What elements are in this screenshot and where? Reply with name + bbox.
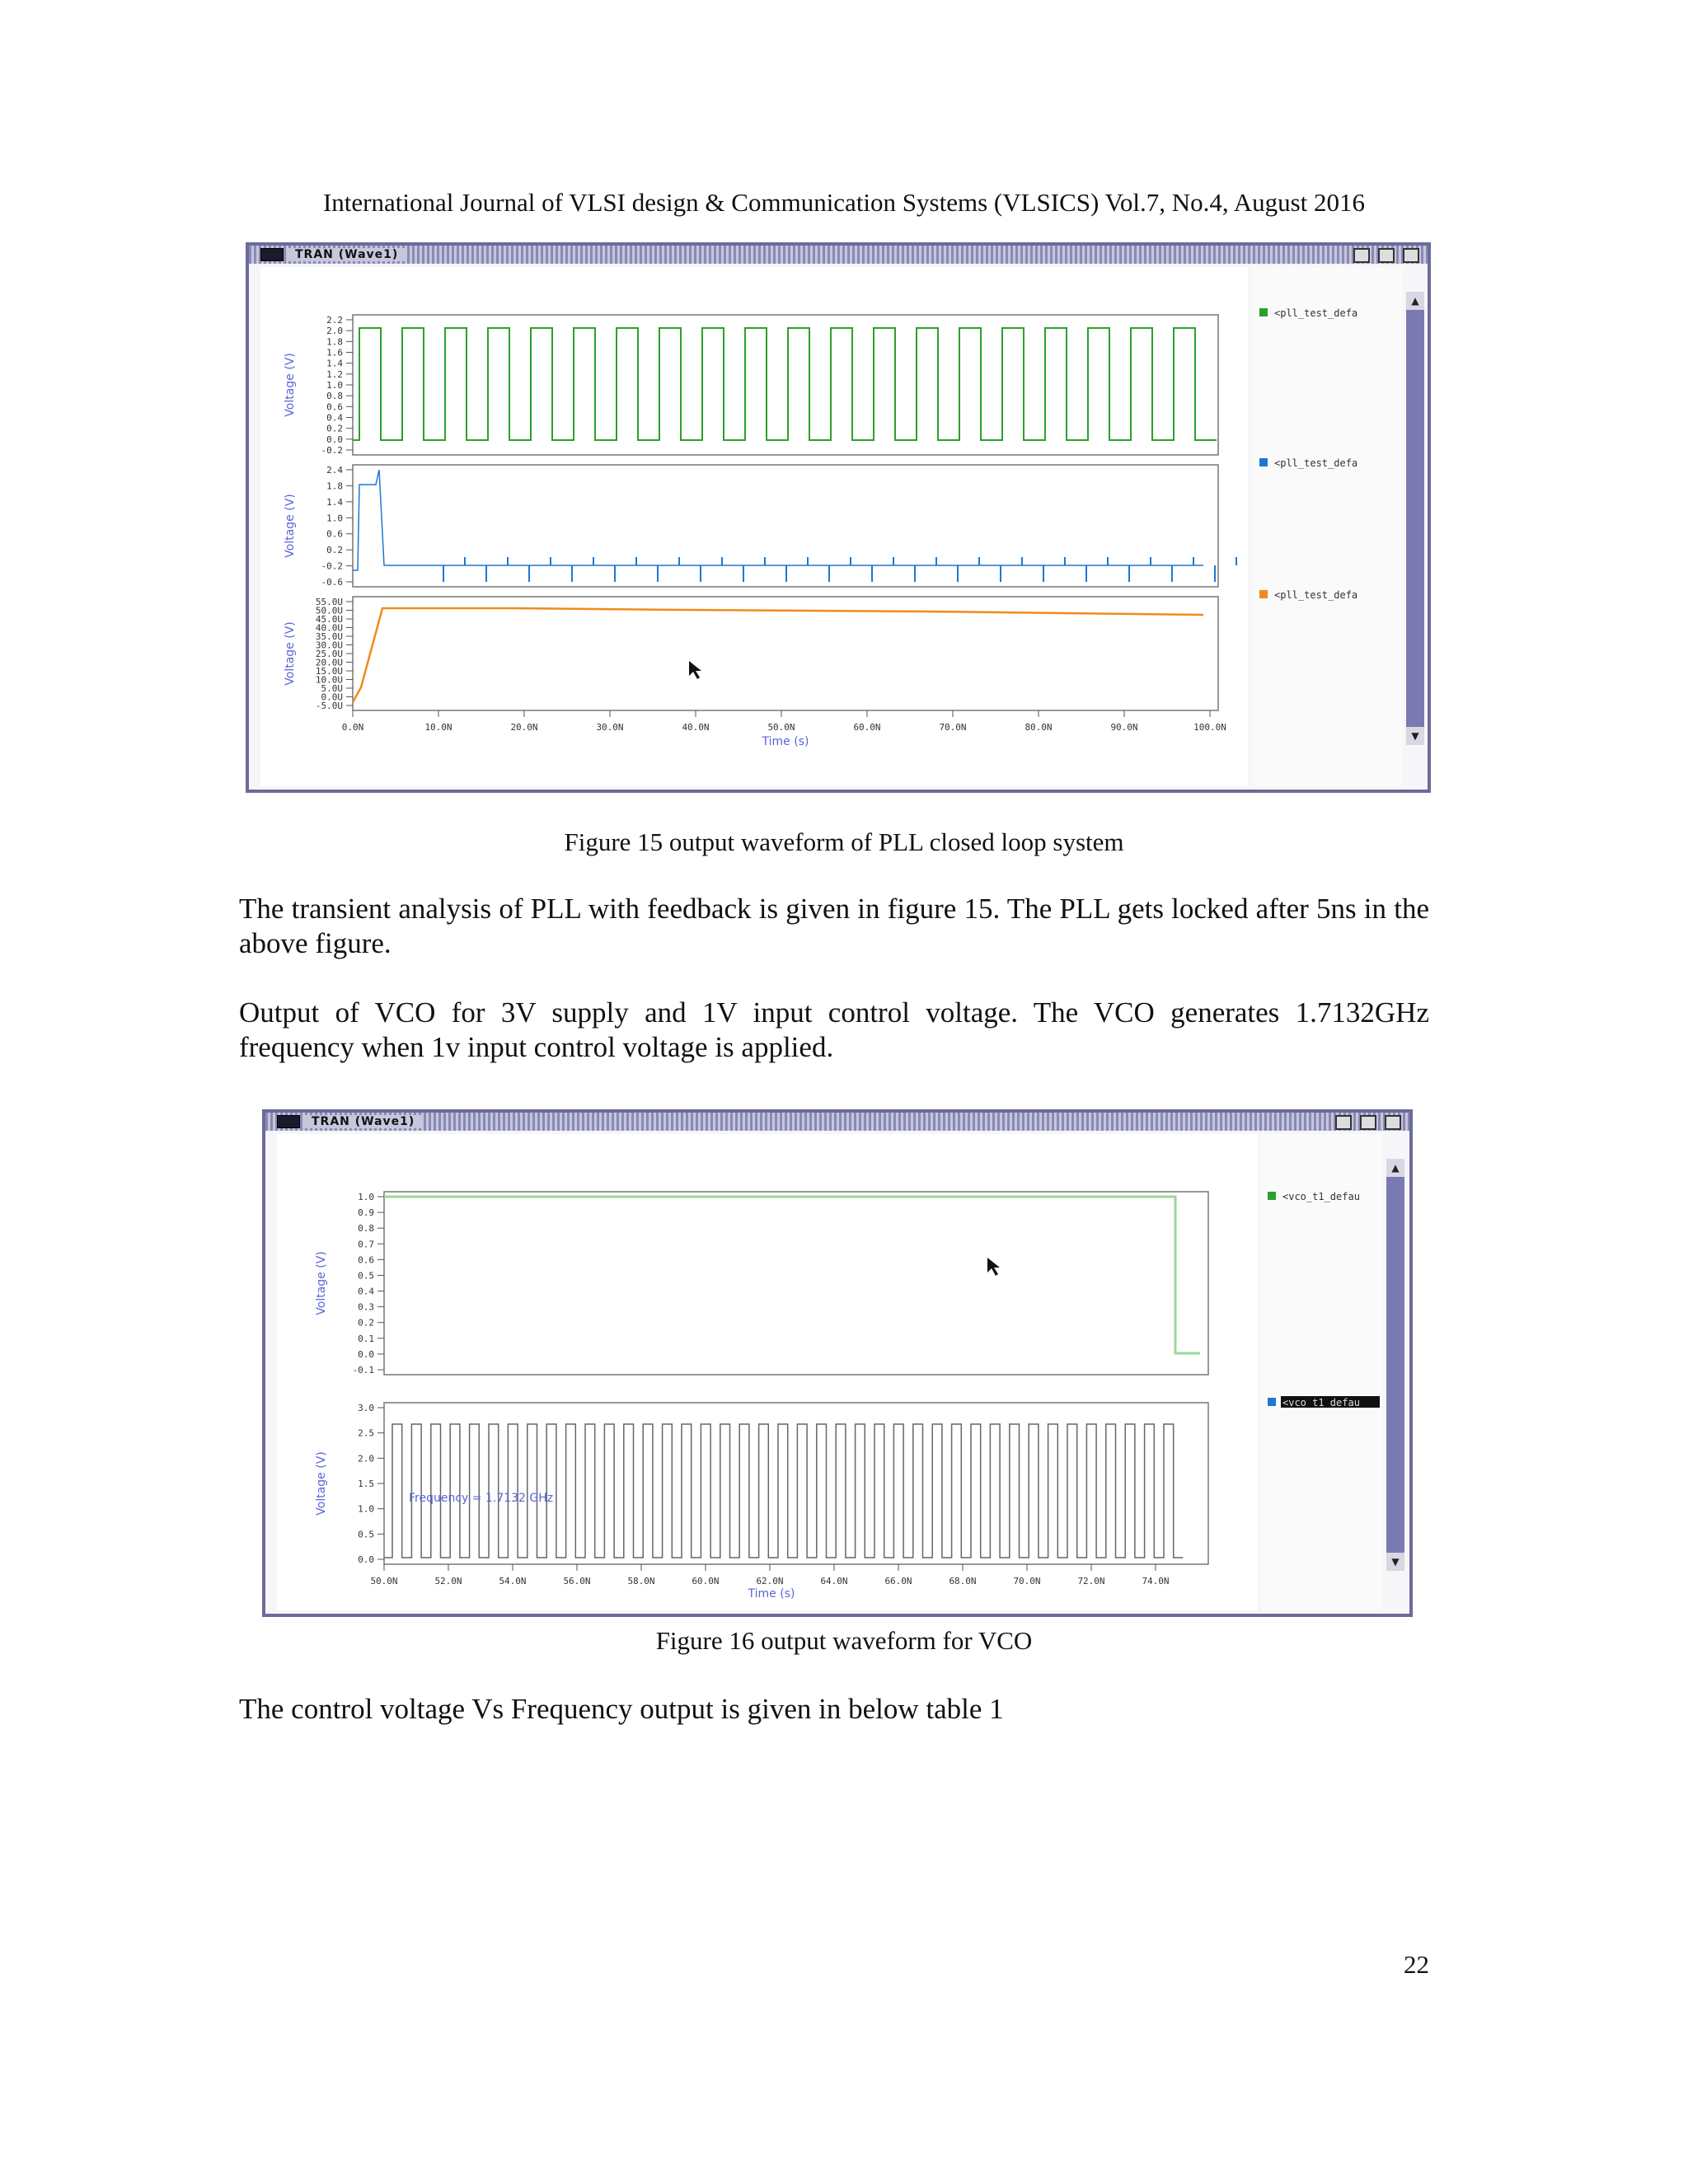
scroll-down-icon[interactable]: ▼ bbox=[1386, 1553, 1404, 1571]
fig15-panel2-ytick-label: -0.6 bbox=[321, 577, 343, 588]
fig16-xtick-label: 62.0N bbox=[756, 1576, 784, 1586]
fig16-xtick-label: 74.0N bbox=[1142, 1576, 1170, 1586]
figure16-window-title: TRAN (Wave1) bbox=[305, 1115, 421, 1128]
fig15-panel3-ytick-label: 30.0U bbox=[315, 640, 343, 651]
figure15-plot-area bbox=[260, 267, 1248, 786]
fig15-panel2-ytick-label: 1.0 bbox=[326, 513, 343, 524]
fig16-panel2-ytick-label: 0.0 bbox=[358, 1554, 374, 1565]
fig15-legend-swatch bbox=[1259, 590, 1268, 598]
figure15-titlebar bbox=[249, 246, 1428, 264]
paragraph-3: The control voltage Vs Frequency output is given in below table 1 bbox=[239, 1693, 1004, 1725]
fig15-panel2-ytick-label: 0.2 bbox=[326, 545, 343, 556]
fig16-xtick-label: 68.0N bbox=[949, 1576, 977, 1586]
figure16-legend bbox=[1261, 1134, 1383, 1610]
paragraph-1: The transient analysis of PLL with feedback is given in figure 15. The PLL gets locked after 5ns in the above figure. bbox=[239, 893, 1429, 959]
fig15-panel2-ytick-label: 0.6 bbox=[326, 528, 343, 540]
scroll-down-icon[interactable]: ▼ bbox=[1406, 727, 1424, 745]
fig16-panel2-ytick-label: 1.5 bbox=[358, 1479, 374, 1489]
fig16-panel1-ytick-label: 0.0 bbox=[358, 1348, 374, 1360]
fig15-xtick-label: 0.0N bbox=[341, 722, 364, 733]
fig15-panel1-ytick-label: -0.2 bbox=[321, 445, 343, 456]
fig15-legend-label: <pll_test_defa bbox=[1274, 457, 1358, 469]
fig15-xtick-label: 90.0N bbox=[1110, 722, 1138, 733]
fig15-panel2-ytick-label: -0.2 bbox=[321, 560, 343, 572]
figure16-caption: Figure 16 output waveform for VCO bbox=[655, 1626, 1033, 1655]
fig16-panel1-ytick-label: 1.0 bbox=[358, 1192, 374, 1202]
fig15-panel1-ylabel: Voltage (V) bbox=[284, 353, 297, 417]
fig16-xtick-label: 52.0N bbox=[434, 1576, 462, 1586]
fig15-panel3-ytick-label: 15.0U bbox=[315, 666, 343, 677]
fig15-control-trace bbox=[353, 608, 1203, 702]
fig16-panel1-ytick-label: -0.1 bbox=[352, 1365, 374, 1376]
fig16-panel2-ytick-label: 3.0 bbox=[358, 1403, 374, 1413]
fig15-panel3-ytick-label: 55.0U bbox=[315, 597, 343, 607]
fig15-panel1-ytick-label: 2.0 bbox=[326, 326, 343, 337]
fig16-panel1-ytick-label: 0.9 bbox=[358, 1207, 374, 1219]
fig15-xtick-label: 70.0N bbox=[939, 722, 967, 733]
fig16-xtick-label: 50.0N bbox=[370, 1576, 398, 1586]
fig16-legend-label: <vco_t1_defau bbox=[1282, 1191, 1360, 1202]
fig16-panel2-ytick-label: 2.5 bbox=[358, 1427, 374, 1439]
fig16-xtick-label: 56.0N bbox=[563, 1576, 591, 1586]
fig15-panel3-ylabel: Voltage (V) bbox=[284, 621, 297, 686]
figure16-titlebar bbox=[265, 1113, 1409, 1131]
fig15-legend-swatch bbox=[1259, 308, 1268, 316]
fig15-panel3-ytick-label: 35.0U bbox=[315, 631, 343, 642]
fig15-panel3-ytick-label: 0.0U bbox=[321, 691, 343, 703]
fig15-panel1-ytick-label: 0.6 bbox=[326, 401, 343, 413]
fig16-xtick-label: 64.0N bbox=[820, 1576, 848, 1586]
running-head: International Journal of VLSI design & Communication Systems (VLSICS) Vol.7, No.4, August 2016 bbox=[322, 188, 1366, 217]
fig16-panel1-ytick-label: 0.4 bbox=[358, 1286, 374, 1297]
fig16-legend-swatch bbox=[1268, 1398, 1276, 1406]
fig15-panel3-ytick-label: 25.0U bbox=[315, 649, 343, 659]
fig15-panel3-ytick-label: 50.0U bbox=[315, 605, 343, 616]
fig15-panel1-ytick-label: 2.2 bbox=[326, 315, 343, 326]
fig16-legend-swatch bbox=[1268, 1192, 1276, 1200]
figure15-window bbox=[246, 242, 1431, 793]
fig16-xtick-label: 58.0N bbox=[627, 1576, 655, 1586]
fig15-xtick-label: 40.0N bbox=[682, 722, 710, 733]
figure16-scrollbar[interactable] bbox=[1386, 1159, 1404, 1571]
fig15-panel1-ytick-label: 1.8 bbox=[326, 336, 343, 348]
fig16-frequency-annotation: Frequency = 1.7132 GHz bbox=[409, 1492, 554, 1505]
fig16-legend-label: <vco_t1_defau bbox=[1282, 1397, 1360, 1408]
fig16-xtick-label: 54.0N bbox=[499, 1576, 527, 1586]
fig15-panel1-ytick-label: 0.8 bbox=[326, 391, 343, 402]
figure16-legend-area bbox=[1261, 1134, 1383, 1610]
fig16-xtick-label: 66.0N bbox=[884, 1576, 912, 1586]
fig16-xtick-label: 70.0N bbox=[1013, 1576, 1041, 1586]
paragraph-2: Output of VCO for 3V supply and 1V input control voltage. The VCO generates 1.7132GHz frequency when 1v input control voltage is applied. bbox=[239, 996, 1429, 1063]
fig15-clock-trace bbox=[353, 328, 1217, 440]
figure16-plots bbox=[277, 1134, 1258, 1610]
waveform-app-icon bbox=[277, 1115, 300, 1128]
maximize-icon[interactable] bbox=[1335, 1115, 1352, 1130]
fig15-panel3-ytick-label: 40.0U bbox=[315, 622, 343, 634]
figure16-window bbox=[262, 1109, 1413, 1617]
page-number: 22 bbox=[1404, 1950, 1429, 1979]
restore-icon[interactable] bbox=[1378, 248, 1395, 263]
fig16-vco-enable-trace bbox=[384, 1197, 1200, 1353]
fig15-xtick-label: 10.0N bbox=[424, 722, 452, 733]
fig15-panel2-ytick-label: 2.4 bbox=[326, 465, 343, 476]
fig15-xlabel: Time (s) bbox=[762, 735, 809, 748]
close-icon[interactable] bbox=[1385, 1115, 1401, 1130]
close-icon[interactable] bbox=[1403, 248, 1419, 263]
fig15-panel1-ytick-label: 1.6 bbox=[326, 347, 343, 359]
fig16-panel1-ytick-label: 0.3 bbox=[358, 1301, 374, 1313]
fig15-xtick-label: 80.0N bbox=[1025, 722, 1053, 733]
figure16-plot-area bbox=[277, 1134, 1258, 1610]
fig15-panel2-ytick-label: 1.8 bbox=[326, 480, 343, 492]
fig15-legend-label: <pll_test_defa bbox=[1274, 307, 1358, 319]
fig15-panel3-ytick-label: -5.0U bbox=[315, 701, 343, 711]
fig15-legend-swatch bbox=[1259, 458, 1268, 466]
fig16-panel2-ytick-label: 0.5 bbox=[358, 1529, 374, 1540]
figure15-window-title: TRAN (Wave1) bbox=[288, 248, 405, 261]
maximize-icon[interactable] bbox=[1353, 248, 1370, 263]
fig16-xtick-label: 72.0N bbox=[1077, 1576, 1105, 1586]
scroll-up-icon[interactable]: ▲ bbox=[1386, 1159, 1404, 1177]
fig16-panel1-ytick-label: 0.7 bbox=[358, 1239, 374, 1250]
fig16-xlabel: Time (s) bbox=[748, 1587, 795, 1601]
fig15-panel2-ytick-label: 1.4 bbox=[326, 496, 343, 508]
fig15-panel3-ytick-label: 5.0U bbox=[321, 683, 343, 694]
fig15-xtick-label: 30.0N bbox=[596, 722, 624, 733]
fig15-panel1-ytick-label: 0.0 bbox=[326, 434, 343, 445]
fig15-panel1-ytick-label: 0.2 bbox=[326, 423, 343, 434]
fig15-panel1-ytick-label: 1.4 bbox=[326, 358, 343, 369]
mouse-cursor-icon bbox=[689, 661, 701, 679]
fig15-panel2-ylabel: Voltage (V) bbox=[284, 494, 297, 558]
fig15-panel1-ytick-label: 0.4 bbox=[326, 412, 343, 424]
figure15-legend-area bbox=[1251, 267, 1403, 786]
waveform-app-icon bbox=[260, 248, 284, 261]
fig16-panel1-ytick-label: 0.6 bbox=[358, 1254, 374, 1266]
fig16-panel1-ytick-label: 0.8 bbox=[358, 1223, 374, 1235]
fig16-panel1-frame bbox=[384, 1192, 1208, 1375]
fig15-panel3-ytick-label: 10.0U bbox=[315, 674, 343, 686]
fig15-xtick-label: 20.0N bbox=[510, 722, 538, 733]
fig15-panel3-ytick-label: 20.0U bbox=[315, 657, 343, 668]
fig16-vco-output-trace bbox=[384, 1424, 1183, 1558]
fig16-panel2-ytick-label: 1.0 bbox=[358, 1503, 374, 1515]
mouse-cursor-icon bbox=[987, 1258, 1000, 1276]
fig16-panel2-ylabel: Voltage (V) bbox=[315, 1451, 328, 1516]
fig16-panel1-ytick-label: 0.2 bbox=[358, 1317, 374, 1329]
fig16-panel2-ytick-label: 2.0 bbox=[358, 1453, 374, 1465]
figure15-legend bbox=[1251, 267, 1403, 786]
figure15-plots bbox=[260, 267, 1248, 786]
fig16-panel1-ytick-label: 0.1 bbox=[358, 1333, 374, 1344]
fig16-panel1-ytick-label: 0.5 bbox=[358, 1270, 374, 1282]
fig15-xtick-label: 60.0N bbox=[853, 722, 881, 733]
fig15-panel1-ytick-label: 1.0 bbox=[326, 380, 343, 391]
fig15-panel1-ytick-label: 1.2 bbox=[326, 368, 343, 380]
figure15-scrollbar[interactable] bbox=[1406, 292, 1424, 745]
fig15-legend-label: <pll_test_defa bbox=[1274, 589, 1358, 601]
fig15-panel3-ytick-label: 45.0U bbox=[315, 614, 343, 625]
fig16-xtick-label: 60.0N bbox=[692, 1576, 720, 1586]
scroll-up-icon[interactable]: ▲ bbox=[1406, 292, 1424, 310]
fig15-xtick-label: 100.0N bbox=[1193, 722, 1226, 733]
fig15-xtick-label: 50.0N bbox=[767, 722, 795, 733]
fig15-pfd-trace bbox=[353, 470, 1203, 570]
fig16-panel1-ylabel: Voltage (V) bbox=[315, 1251, 328, 1315]
restore-icon[interactable] bbox=[1360, 1115, 1376, 1130]
figure15-caption: Figure 15 output waveform of PLL closed loop system bbox=[564, 827, 1124, 856]
